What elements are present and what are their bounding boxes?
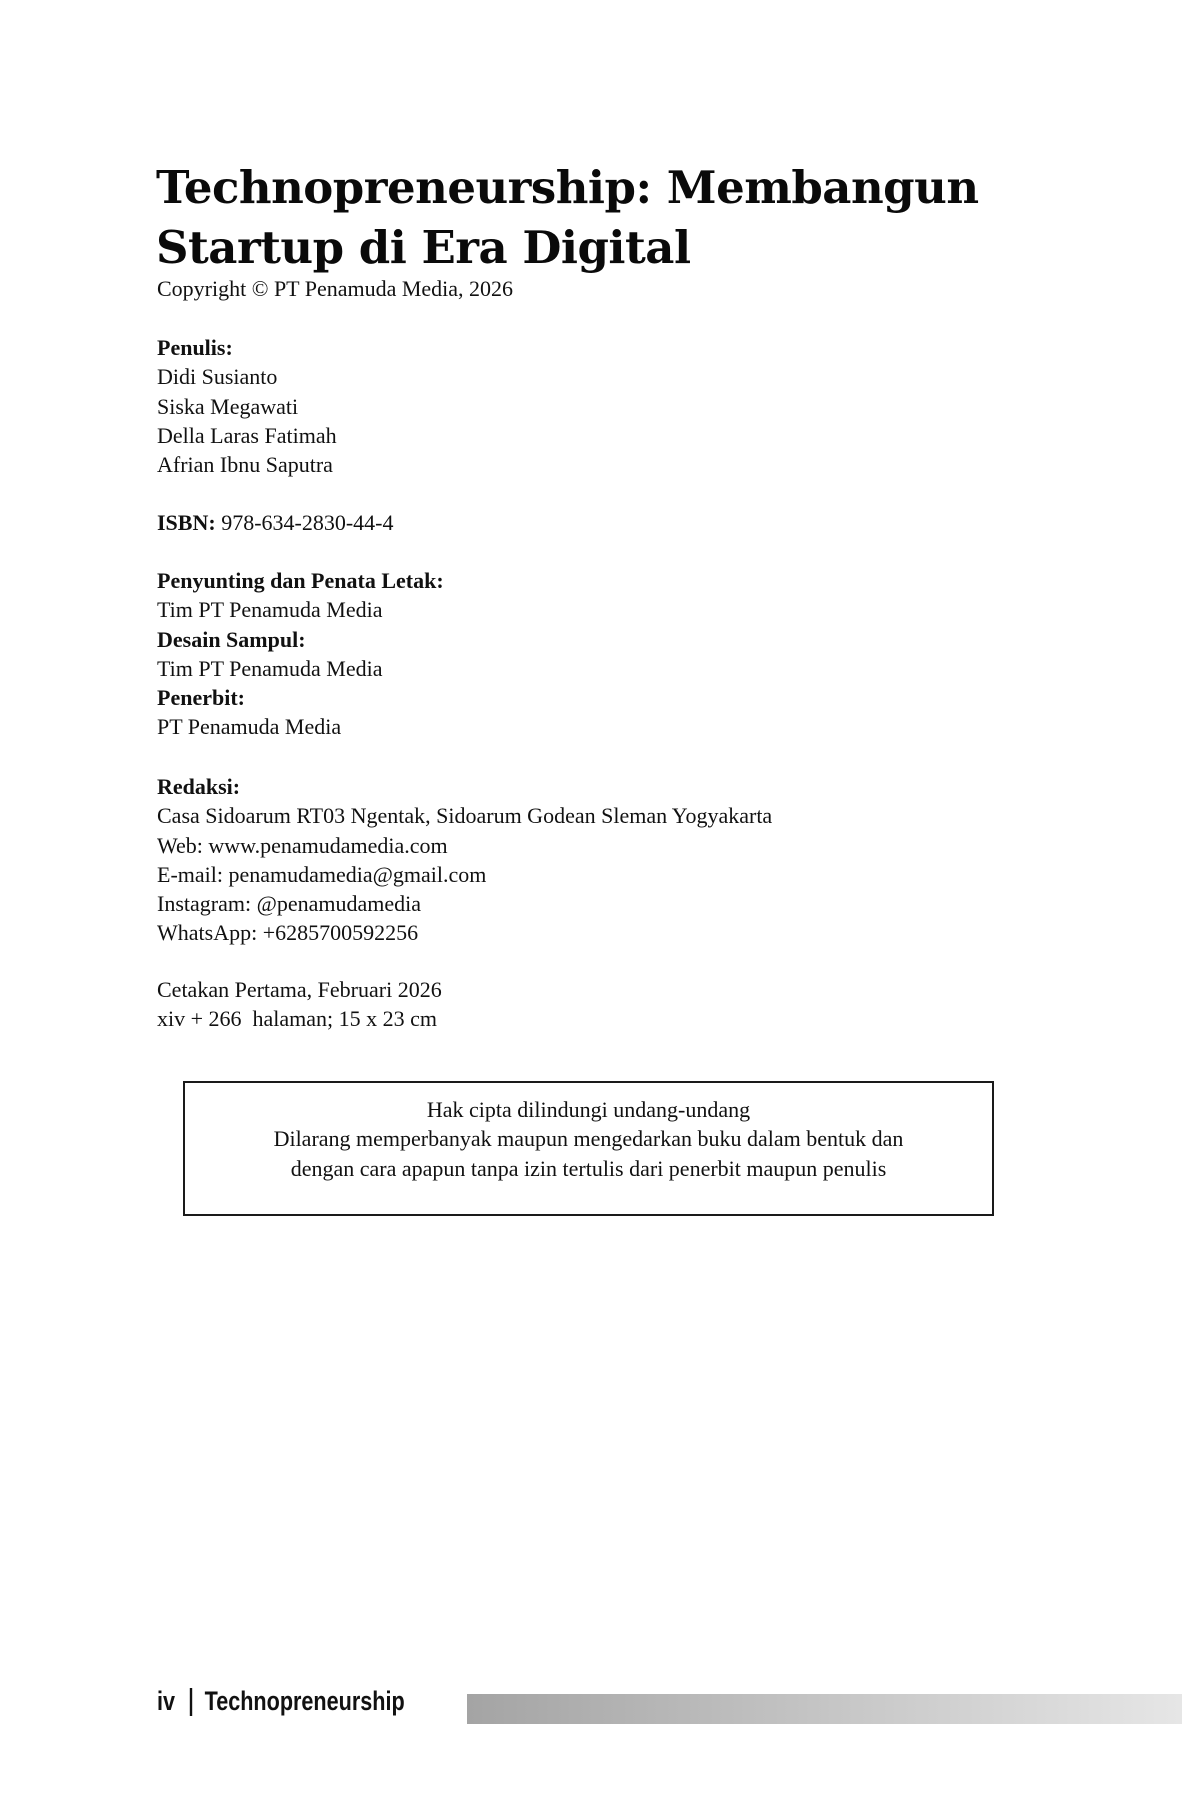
redaksi-instagram: Instagram: @penamudamedia [157, 891, 421, 917]
publisher-label: Penerbit: [157, 685, 245, 711]
notice-line-3: dengan cara apapun tanpa izin tertulis dari penerbit maupun penulis [290, 1155, 887, 1181]
book-title-line-2: Startup di Era Digital [156, 221, 691, 274]
redaksi-email: E-mail: penamudamedia@gmail.com [157, 861, 487, 887]
author-name: Afrian Ibnu Saputra [157, 452, 333, 478]
isbn-label: ISBN: [157, 510, 216, 535]
editor-label: Penyunting dan Penata Letak: [157, 568, 444, 593]
author-name: Didi Susianto [157, 364, 278, 390]
publisher-value: PT Penamuda Media [157, 714, 342, 740]
footer-separator [189, 1688, 191, 1716]
author-name: Della Laras Fatimah [157, 422, 337, 448]
notice-line-2: Dilarang memperbanyak maupun mengedarkan buku dalam bentuk dan [273, 1126, 904, 1152]
author-name: Siska Megawati [157, 393, 299, 419]
footer-gradient-bar [467, 1694, 1182, 1724]
copyright-warning-box [183, 1081, 994, 1216]
cover-design-value: Tim PT Penamuda Media [157, 655, 383, 681]
book-title-line-1: Technopreneurship: Membangun [156, 161, 979, 214]
page-count-text: xiv + 266 halaman; 15 x 23 cm [157, 1006, 438, 1032]
credits-section [157, 566, 444, 742]
authors-label: Penulis: [157, 335, 233, 360]
edition-text: Cetakan Pertama, Februari 2026 [157, 977, 442, 1002]
notice-line-1: Hak cipta dilindungi undang-undang [426, 1097, 751, 1122]
book-title [156, 158, 979, 278]
isbn-section [157, 508, 394, 537]
running-title: Technopreneurship [204, 1686, 405, 1716]
redaksi-whatsapp: WhatsApp: +6285700592256 [157, 920, 419, 946]
redaksi-web: Web: www.penamudamedia.com [157, 832, 448, 858]
editor-value: Tim PT Penamuda Media [157, 597, 383, 623]
copyright-notice [157, 274, 513, 303]
redaksi-label: Redaksi: [157, 774, 241, 799]
printing-info [157, 975, 442, 1034]
copyright-text: Copyright © PT Penamuda Media, 2026 [157, 276, 514, 301]
authors-section [157, 333, 337, 479]
page-number: iv [157, 1686, 176, 1716]
page-footer [157, 1686, 405, 1717]
redaksi-section [157, 772, 772, 948]
cover-design-label: Desain Sampul: [157, 626, 306, 652]
redaksi-address: Casa Sidoarum RT03 Ngentak, Sidoarum Godean Sleman Yogyakarta [157, 803, 773, 829]
isbn-value: 978-634-2830-44-4 [215, 510, 394, 535]
